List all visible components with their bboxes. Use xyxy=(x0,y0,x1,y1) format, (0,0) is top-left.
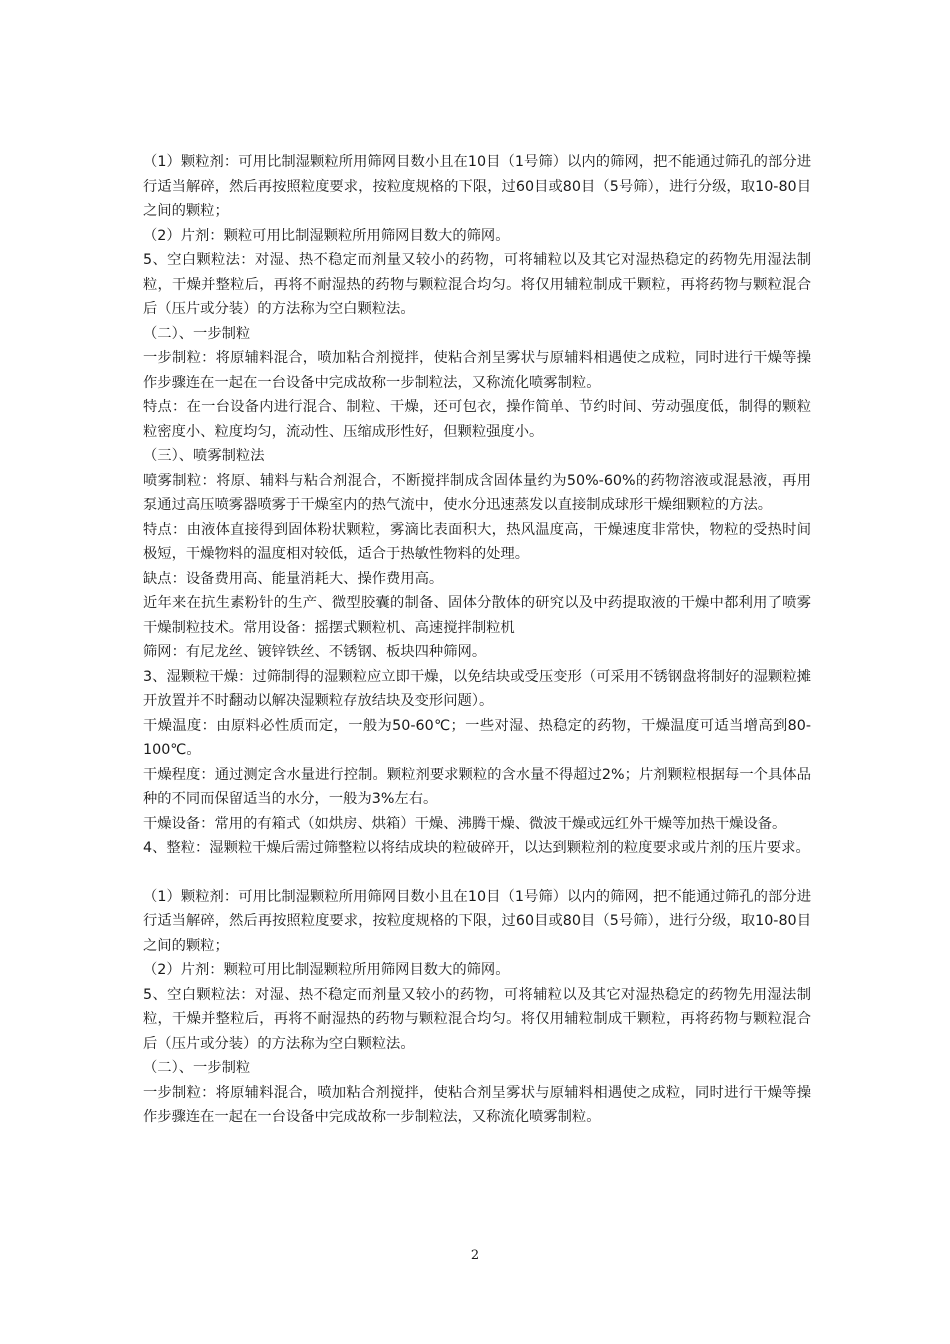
section-heading: （二）、一步制粒 xyxy=(143,325,251,342)
page-number: 2 xyxy=(470,1248,480,1263)
paragraph: 特点：在一台设备内进行混合、制粒、干燥，还可包衣，操作简单、节约时间、劳动强度低，制得的颗粒粒密度小、粒度均匀，流动性、压缩成形性好，但颗粒强度小。 xyxy=(143,399,811,440)
paragraph: （1）颗粒剂：可用比制湿颗粒所用筛网目数小且在10目（1号筛）以内的筛网，把不能通过筛孔的部分进行适当解碎，然后再按照粒度要求，按粒度规格的下限，过60目或80目（5号筛），进行分级，取10-80目之间的颗粒； xyxy=(143,888,811,954)
section-heading: （二）、一步制粒 xyxy=(143,1060,251,1076)
paragraph: 3、湿颗粒干燥：过筛制得的湿颗粒应立即干燥，以免结块或受压变形（可采用不锈钢盘将制好的湿颗粒摊开放置并不时翻动以解决湿颗粒存放结块及变形问题）。 xyxy=(143,668,811,709)
paragraph: （2）片剂：颗粒可用比制湿颗粒所用筛网目数大的筛网。 xyxy=(143,962,510,978)
paragraph: （1）颗粒剂：可用比制湿颗粒所用筛网目数小且在10目（1号筛）以内的筛网，把不能通过筛孔的部分进行适当解碎，然后再按照粒度要求，按粒度规格的下限，过60目或80目（5号筛），进行分级，取10-80目之间的颗粒； xyxy=(143,154,811,219)
section-heading: （三）、喷雾制粒法 xyxy=(143,448,265,464)
paragraph: 喷雾制粒：将原、辅料与粘合剂混合，不断搅拌制成含固体量约为50%-60%的药物溶液或混悬液，再用泵通过高压喷雾器喷雾于干燥室内的热气流中，使水分迅速蒸发以直接制成球形干燥细颗粒的方法。 xyxy=(143,472,811,513)
paragraph: 干燥程度：通过测定含水量进行控制。颗粒剂要求颗粒的含水量不得超过2%；片剂颗粒根据每一个具体品种的不同而保留适当的水分，一般为3%左右。 xyxy=(143,766,811,807)
paragraph: 干燥设备：常用的有箱式（如烘房、烘箱）干燥、沸腾干燥、微波干燥或远红外干燥等加热干燥设备。 xyxy=(143,815,787,832)
paragraph: 缺点：设备费用高、能量消耗大、操作费用高。 xyxy=(143,570,444,587)
document-body xyxy=(143,150,811,1130)
paragraph: 近年来在抗生素粉针的生产、微型胶囊的制备、固体分散体的研究以及中药提取液的干燥中都利用了喷雾干燥制粒技术。常用设备：摇摆式颗粒机、高速搅拌制粒机 xyxy=(143,595,811,636)
blank-line xyxy=(143,861,811,885)
paragraph: （2）片剂：颗粒可用比制湿颗粒所用筛网目数大的筛网。 xyxy=(143,227,510,244)
paragraph: 特点：由液体直接得到固体粉状颗粒，雾滴比表面积大，热风温度高，干燥速度非常快，物粒的受热时间极短，干燥物料的温度相对较低，适合于热敏性物料的处理。 xyxy=(143,521,811,562)
paragraph: 一步制粒：将原辅料混合，喷加粘合剂搅拌，使粘合剂呈雾状与原辅料相遇使之成粒，同时进行干燥等操作步骤连在一起在一台设备中完成故称一步制粒法，又称流化喷雾制粒。 xyxy=(143,1084,811,1125)
paragraph: 一步制粒：将原辅料混合，喷加粘合剂搅拌，使粘合剂呈雾状与原辅料相遇使之成粒，同时进行干燥等操作步骤连在一起在一台设备中完成故称一步制粒法，又称流化喷雾制粒。 xyxy=(143,350,811,391)
paragraph: 干燥温度：由原料必性质而定，一般为50-60℃；一些对湿、热稳定的药物，干燥温度可适当增高到80-100℃。 xyxy=(143,717,811,758)
paragraph: 筛网：有尼龙丝、镀锌铁丝、不锈钢、板块四种筛网。 xyxy=(143,644,487,660)
paragraph: 4、整粒：湿颗粒干燥后需过筛整粒以将结成块的粒破碎开，以达到颗粒剂的粒度要求或片剂的压片要求。 xyxy=(143,840,810,856)
paragraph: 5、空白颗粒法：对湿、热不稳定而剂量又较小的药物，可将辅粒以及其它对湿热稳定的药物先用湿法制粒，干燥并整粒后，再将不耐湿热的药物与颗粒混合均匀。将仅用辅粒制成干颗粒，再将药物与颗粒混合后（压片或分装）的方法称为空白颗粒法。 xyxy=(143,252,811,317)
paragraph: 5、空白颗粒法：对湿、热不稳定而剂量又较小的药物，可将辅粒以及其它对湿热稳定的药物先用湿法制粒，干燥并整粒后，再将不耐湿热的药物与颗粒混合均匀。将仅用辅粒制成干颗粒，再将药物与颗粒混合后（压片或分装）的方法称为空白颗粒法。 xyxy=(143,986,811,1052)
